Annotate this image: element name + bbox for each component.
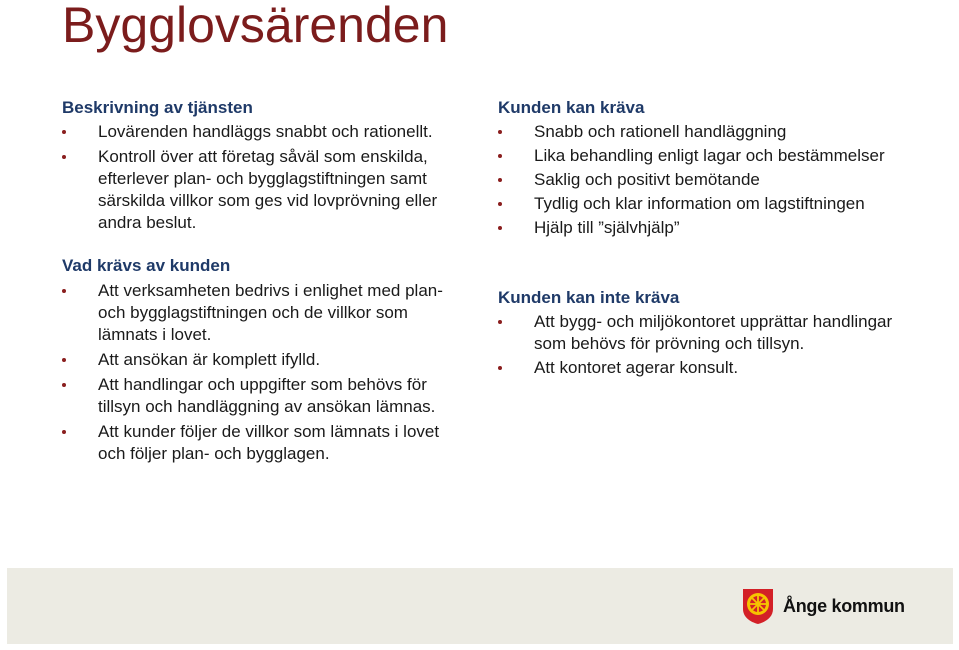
list-item-text: Att bygg- och miljökontoret upprättar handlingar som behövs för prövning och tillsyn. [534, 312, 893, 353]
section-heading: Kunden kan kräva [498, 98, 645, 117]
bullet-icon [498, 320, 502, 324]
list-item-text: Lika behandling enligt lagar och bestämmelser [534, 146, 885, 165]
right-column [498, 96, 918, 379]
left-column [62, 96, 470, 465]
section-heading: Vad krävs av kunden [62, 256, 231, 275]
section-heading: Kunden kan inte kräva [498, 288, 680, 307]
bullet-icon [62, 130, 66, 134]
list-item-text: Saklig och positivt bemötande [534, 170, 760, 189]
section-service-description [62, 96, 470, 234]
bullet-icon [62, 358, 66, 362]
list-item [62, 121, 470, 143]
bullet-icon [62, 430, 66, 434]
bullet-list [498, 311, 918, 379]
section-customer-requirements [62, 254, 470, 465]
bullet-icon [62, 155, 66, 159]
municipality-logo [741, 587, 905, 625]
list-item-text: Snabb och rationell handläggning [534, 122, 787, 141]
bullet-icon [498, 130, 502, 134]
list-item-text: Att verksamheten bedrivs i enlighet med plan- och bygglagstiftningen och de villkor som lämnats i lovet. [98, 281, 443, 344]
bullet-list [498, 121, 918, 239]
list-item [498, 169, 918, 191]
section-customer-can-demand [498, 96, 918, 239]
list-item-text: Att kontoret agerar konsult. [534, 358, 739, 377]
list-item [62, 280, 470, 346]
bullet-list [62, 280, 470, 465]
list-item-text: Kontroll över att företag såväl som enskilda, efterlever plan- och bygglagstiftningen samt särskilda villkor som ges vid lovprövning eller andra beslut. [98, 147, 438, 232]
section-customer-cannot-demand [498, 286, 918, 379]
list-item [498, 217, 918, 239]
list-item [62, 146, 470, 234]
page-title: Bygglovsärenden [62, 0, 449, 53]
list-item [62, 421, 470, 465]
list-item [498, 311, 918, 355]
bullet-icon [62, 383, 66, 387]
list-item [498, 145, 918, 167]
list-item [498, 357, 918, 379]
list-item-text: Tydlig och klar information om lagstiftningen [534, 194, 865, 213]
bullet-icon [498, 202, 502, 206]
list-item-text: Hjälp till ”självhjälp” [534, 218, 680, 237]
list-item [62, 374, 470, 418]
list-item-text: Att handlingar och uppgifter som behövs för tillsyn och handläggning av ansökan lämnas. [98, 375, 436, 416]
list-item [498, 193, 918, 215]
list-item [62, 349, 470, 371]
list-item-text: Lovärenden handläggs snabbt och rationellt. [98, 122, 433, 141]
list-item [498, 121, 918, 143]
logo-wordmark: Ånge kommun [783, 595, 905, 616]
bullet-icon [498, 366, 502, 370]
bullet-icon [498, 178, 502, 182]
bullet-icon [498, 154, 502, 158]
list-item-text: Att kunder följer de villkor som lämnats i lovet och följer plan- och bygglagen. [98, 422, 440, 463]
bullet-list [62, 121, 470, 234]
section-heading: Beskrivning av tjänsten [62, 98, 253, 117]
bullet-icon [498, 226, 502, 230]
list-item-text: Att ansökan är komplett ifylld. [98, 350, 321, 369]
bullet-icon [62, 289, 66, 293]
sun-wheel-shield-icon [741, 587, 775, 625]
